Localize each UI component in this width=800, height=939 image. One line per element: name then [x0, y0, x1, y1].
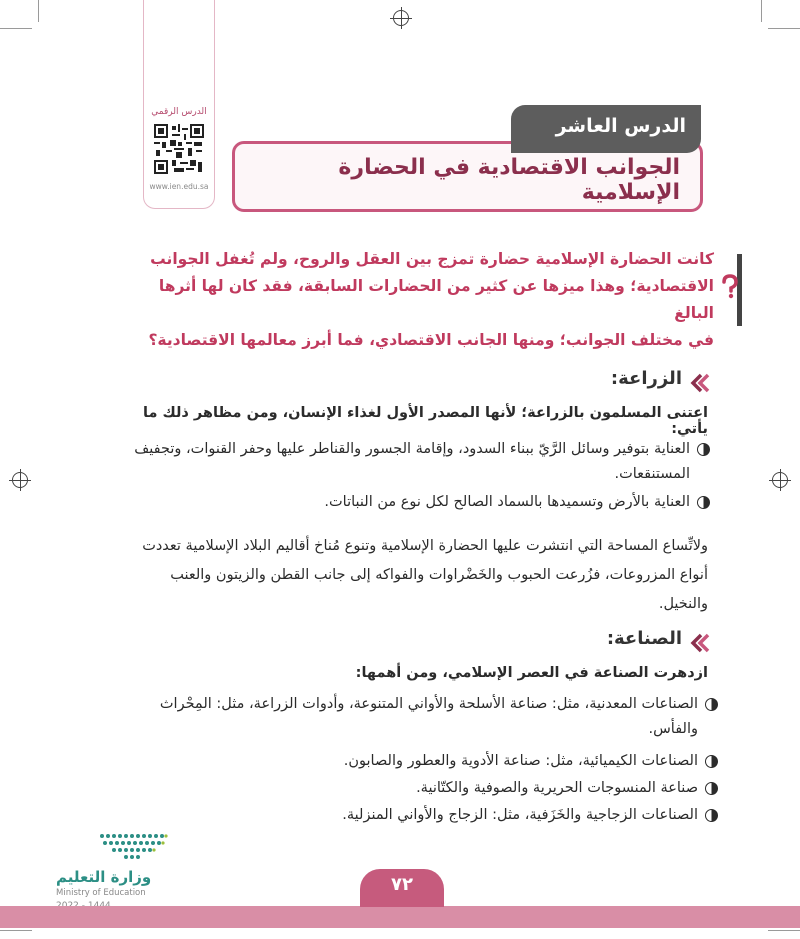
- digital-lesson-url[interactable]: www.ien.edu.sa: [149, 182, 209, 191]
- digital-lesson-card[interactable]: [143, 0, 215, 209]
- ministry-name-english: Ministry of Education: [56, 888, 146, 898]
- bullet-icon: [705, 755, 718, 768]
- agriculture-paragraph: ولاتِّساع المساحة التي انتشرت عليها الحضارة الإسلامية وتنوع مُناخ أقاليم البلاد الإسلامية تعددت أنواع المزروعات، فزُرعت الحبوب والخَضْراوات والفواكه إلى جانب القطن والزيتون والعنب والنخيل.: [142, 538, 708, 612]
- bullet-icon: [697, 496, 710, 509]
- intro-paragraph: [130, 246, 714, 354]
- crop-mark: [768, 28, 800, 29]
- bullet-icon: [705, 809, 718, 822]
- page-number: ٧٢: [391, 874, 413, 895]
- lesson-title: الجوانب الاقتصادية في الحضارة الإسلامية: [338, 155, 680, 205]
- list-item: صناعة المنسوجات الحريرية والصوفية والكتّانية.: [330, 776, 718, 801]
- crop-mark: [761, 0, 762, 22]
- section-title: الصناعة:: [606, 628, 682, 649]
- lesson-number: الدرس العاشر: [555, 115, 686, 137]
- double-chevron-icon: [688, 632, 710, 654]
- double-chevron-icon: [688, 372, 710, 394]
- digital-lesson-title: الدرس الرقمي: [151, 107, 207, 117]
- crop-mark: [38, 0, 39, 22]
- ministry-logo-icon: [92, 828, 172, 864]
- list-item: العناية بتوفير وسائل الرَّيّ ببناء السدود، وإقامة الجسور والقناطر عليها وحفر القنوات، وتجفيف المستنقعات.: [110, 437, 710, 487]
- bullet-icon: [697, 443, 710, 456]
- qr-code-icon[interactable]: [154, 124, 204, 174]
- agriculture-lead: اعتنى المسلمون بالزراعة؛ لأنها المصدر الأول لغذاء الإنسان، ومن مظاهر ذلك ما يأتي:: [143, 405, 708, 437]
- question-mark-icon: [720, 274, 740, 300]
- section-heading-agriculture: [420, 368, 710, 396]
- crop-mark: [0, 930, 32, 931]
- registration-mark: [12, 472, 28, 488]
- ministry-name-arabic: وزارة التعليم: [56, 868, 152, 886]
- crop-mark: [768, 930, 800, 931]
- list-item: الصناعات الزجاجية والخَزَفية، مثل: الزجاج والأواني المنزلية.: [270, 803, 718, 828]
- section-title: الزراعة:: [610, 368, 682, 389]
- list-item: الصناعات المعدنية، مثل: صناعة الأسلحة والأواني المتنوعة، وأدوات الزراعة، مثل: المِحْراث والفأس.: [110, 692, 718, 742]
- footer-band: [0, 906, 800, 928]
- intro-line: كانت الحضارة الإسلامية حضارة تمزج بين العقل والروح، ولم تُغفل الجوانب: [150, 250, 714, 268]
- list-item: العناية بالأرض وتسميدها بالسماد الصالح لكل نوع من النباتات.: [110, 490, 710, 515]
- intro-line: في مختلف الجوانب؛ ومنها الجانب الاقتصادي، فما أبرز معالمها الاقتصادية؟: [148, 331, 714, 349]
- crop-mark: [0, 28, 32, 29]
- bullet-icon: [705, 698, 718, 711]
- industry-lead: ازدهرت الصناعة في العصر الإسلامي، ومن أهمها:: [355, 665, 708, 681]
- section-heading-industry: [420, 628, 710, 656]
- intro-line: الاقتصادية؛ وهذا ميزها عن كثير من الحضارات السابقة، فقد كان لها أثرها البالغ: [158, 277, 714, 322]
- list-item: الصناعات الكيميائية، مثل: صناعة الأدوية والعطور والصابون.: [250, 749, 718, 774]
- bullet-icon: [705, 782, 718, 795]
- registration-mark: [772, 472, 788, 488]
- registration-mark: [393, 10, 409, 26]
